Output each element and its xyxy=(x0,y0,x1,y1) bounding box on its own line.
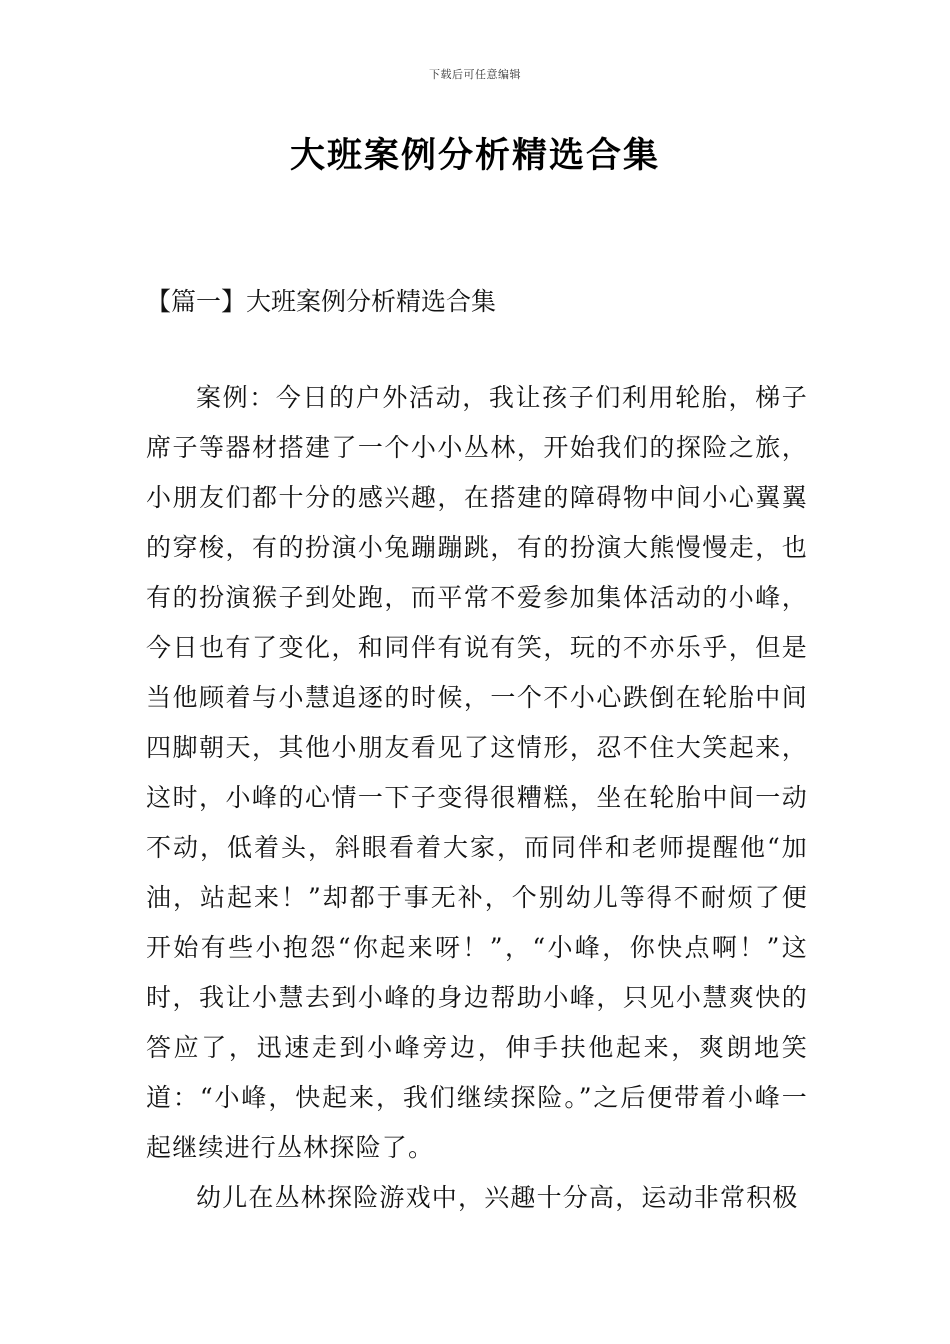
paragraph: 案例：今日的户外活动，我让孩子们利用轮胎，梯子席子等器材搭建了一个小小丛林，开始我们的探险之旅，小朋友们都十分的感兴趣，在搭建的障碍物中间小心翼翼的穿梭，有的扮演小兔蹦蹦跳，有的扮演大熊慢慢走，也有的扮演猴子到处跑，而平常不爱参加集体活动的小峰，今日也有了变化，和同伴有说有笑，玩的不亦乐乎，但是当他顾着与小慧追逐的时候，一个不小心跌倒在轮胎中间四脚朝天，其他小朋友看见了这情形，忍不住大笑起来，这时，小峰的心情一下子变得很糟糕，坐在轮胎中间一动不动，低着头，斜眼看着大家，而同伴和老师提醒他“加油，站起来！”却都于事无补，个别幼儿等得不耐烦了便开始有些小抱怨“你起来呀！”，“小峰，你快点啊！”这时，我让小慧去到小峰的身边帮助小峰，只见小慧爽快的答应了，迅速走到小峰旁边，伸手扶他起来，爽朗地笑道：“小峰，快起来，我们继续探险。”之后便带着小峰一起继续进行丛林探险了。 xyxy=(146,383,808,1162)
section-heading: 【篇一】大班案例分析精选合集 xyxy=(146,287,497,316)
header-note: 下载后可任意编辑 xyxy=(429,68,521,81)
document-title: 大班案例分析精选合集 xyxy=(289,135,660,176)
paragraph: 幼儿在丛林探险游戏中，兴趣十分高，运动非常积极 xyxy=(196,1183,799,1212)
body-text xyxy=(146,373,808,1223)
